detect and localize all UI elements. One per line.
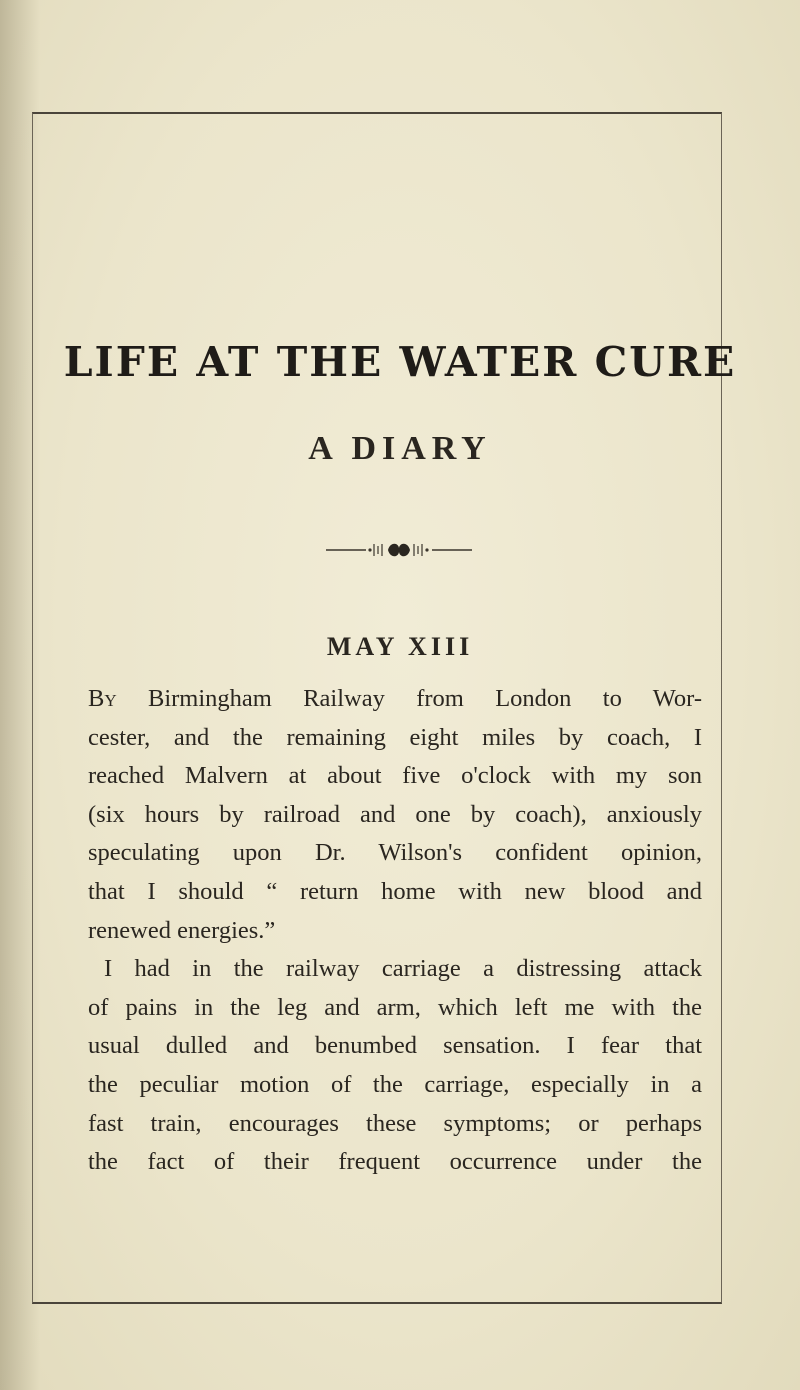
- lead-word: By: [88, 685, 117, 712]
- book-subtitle: A DIARY: [308, 430, 492, 467]
- text-line: renewed energies.”: [88, 916, 276, 944]
- text-line: (six hours by railroad and one by coach), anxiously: [88, 800, 702, 828]
- text-line: the peculiar motion of the carriage, especially in a: [88, 1070, 702, 1098]
- text-line: speculating upon Dr. Wilson's confident opinion,: [88, 839, 702, 867]
- text-line: reached Malvern at about five o'clock with my son: [88, 762, 702, 790]
- text-line: [88, 680, 702, 719]
- entry-date-heading: MAY XIII: [326, 632, 474, 661]
- text-line: I had in the railway carriage a distressing attack: [104, 955, 702, 983]
- ornament-divider: [326, 540, 472, 560]
- text-line: usual dulled and benumbed sensation. I fear that: [88, 1032, 702, 1060]
- text-line: cester, and the remaining eight miles by coach, I: [88, 723, 702, 751]
- text-line: that I should “ return home with new blood and: [88, 877, 702, 905]
- diary-entry-text: [88, 680, 702, 1182]
- text-line-content: Birmingham Railway from London to Wor-: [116, 685, 702, 712]
- text-line: the fact of their frequent occurrence under the: [88, 1148, 702, 1176]
- book-title: LIFE AT THE WATER CURE: [63, 338, 737, 386]
- text-line: of pains in the leg and arm, which left me with the: [88, 993, 702, 1021]
- text-line: fast train, encourages these symptoms; or perhaps: [88, 1109, 702, 1137]
